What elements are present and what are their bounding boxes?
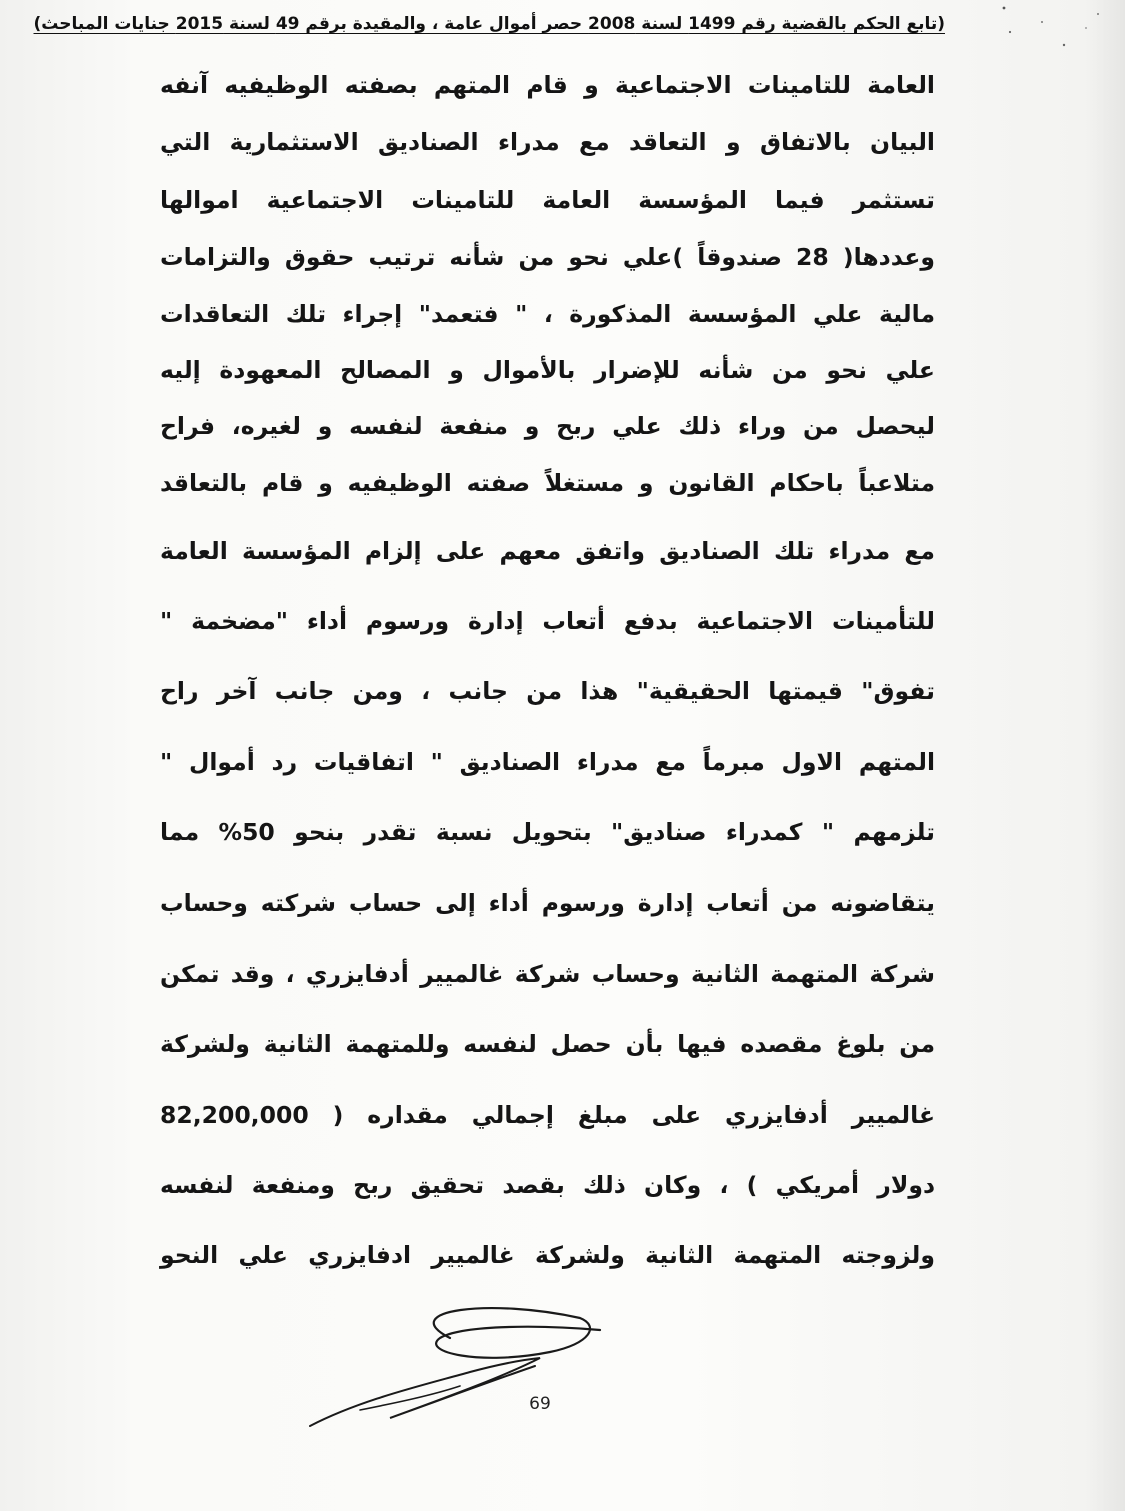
- text-line-9: مع مدراء تلك الصناديق واتفق معهم على إلزام المؤسسة العامة: [160, 537, 935, 565]
- text-line-19: ولزوجته المتهمة الثانية ولشركة غالميير ادفايزري علي النحو: [160, 1241, 935, 1269]
- text-line-5: مالية علي المؤسسة المذكورة ، " فتعمد" إجراء تلك التعاقدات: [160, 300, 935, 328]
- text-line-12: المتهم الاول مبرماً مع مدراء الصناديق " اتفاقيات رد أموال ": [160, 748, 935, 776]
- text-line-18: دولار أمريكي ) ، وكان ذلك بقصد تحقيق ربح ومنفعة لنفسه: [160, 1171, 935, 1199]
- handwritten-signature: [300, 1300, 620, 1440]
- text-line-14: يتقاضونه من أتعاب إدارة ورسوم أداء إلى حساب شركته وحساب: [160, 889, 935, 917]
- text-line-10: للتأمينات الاجتماعية بدفع أتعاب إدارة ورسوم أداء "مضخمة ": [160, 607, 935, 635]
- text-line-13: تلزمهم " كمدراء صناديق" بتحويل نسبة تقدر بنحو 50% مما: [160, 818, 935, 846]
- text-line-7: ليحصل من وراء ذلك علي ربح و منفعة لنفسه و لغيره، فراح: [160, 412, 935, 440]
- text-line-6: علي نحو من شأنه للإضرار بالأموال و المصالح المعهودة إليه: [160, 356, 935, 384]
- text-line-8: متلاعباً باحكام القانون و مستغلاً صفته الوظيفيه و قام بالتعاقد: [160, 469, 935, 497]
- text-line-1: العامة للتامينات الاجتماعية و قام المتهم بصفته الوظيفيه آنفه: [160, 71, 935, 99]
- scan-specks: [990, 0, 1110, 60]
- text-line-17: غالميير أدفايزري على مبلغ إجمالي مقداره ( 82,200,000: [160, 1101, 935, 1129]
- text-line-4: وعددها( 28 صندوقاً )علي نحو من شأنه ترتيب حقوق والتزامات: [160, 243, 935, 271]
- case-reference-header: (تابع الحكم بالقضية رقم 1499 لسنة 2008 حصر أموال عامة ، والمقيدة برقم 49 لسنة 2015 جنايات المباحث): [33, 14, 945, 34]
- text-line-2: البيان بالاتفاق و التعاقد مع مدراء الصناديق الاستثمارية التي: [160, 128, 935, 156]
- text-line-15: شركة المتهمة الثانية وحساب شركة غالميير أدفايزري ، وقد تمكن: [160, 960, 935, 988]
- page-fold-shadow: [1085, 0, 1125, 1511]
- text-line-3: تستثمر فيما المؤسسة العامة للتامينات الاجتماعية اموالها: [160, 186, 935, 214]
- page-number: 69: [529, 1394, 551, 1414]
- text-line-16: من بلوغ مقصده فيها بأن حصل لنفسه وللمتهمة الثانية ولشركة: [160, 1030, 935, 1058]
- text-line-11: تفوق" قيمتها الحقيقية" هذا من جانب ، ومن جانب آخر راح: [160, 677, 935, 705]
